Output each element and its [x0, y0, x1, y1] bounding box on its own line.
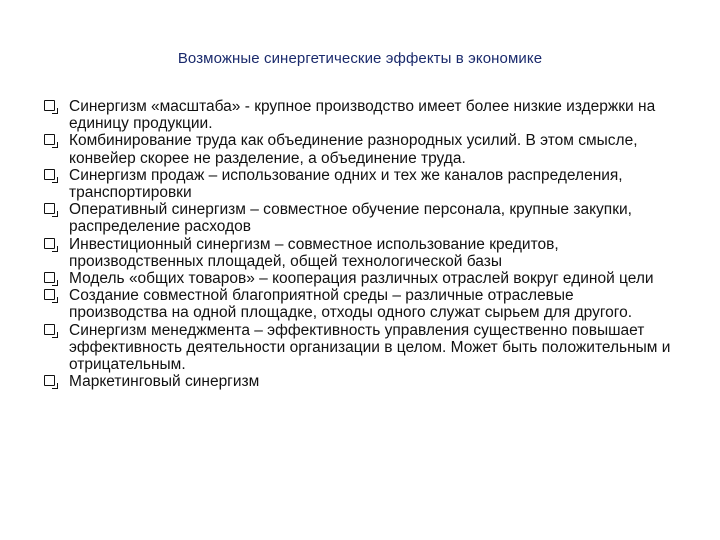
slide-title: Возможные синергетические эффекты в экономике — [177, 50, 543, 67]
list-item — [44, 236, 674, 270]
square-bullet-icon — [44, 169, 55, 180]
list-item — [44, 98, 674, 132]
list-item-text: Синергизм менеджмента – эффективность управления существенно повышает эффективность деятельности организации в целом. Может быть положительным и отрицательным. — [69, 321, 671, 374]
square-bullet-icon — [44, 289, 55, 300]
square-bullet-icon — [44, 238, 55, 249]
list-item — [44, 270, 674, 287]
square-bullet-icon — [44, 375, 55, 386]
square-bullet-icon — [44, 324, 55, 335]
list-item-text: Создание совместной благоприятной среды – различные отраслевые производства на одной площадке, отходы одного служат сырьем для другого. — [69, 287, 633, 322]
list-item-text: Синергизм продаж – использование одних и тех же каналов распределения, транспортировки — [69, 166, 623, 202]
list-item — [44, 167, 674, 201]
list-item-text: Комбинирование труда как объединение разнородных усилий. В этом смысле, конвейер скорее не разделение, а объединение труда. — [69, 132, 638, 167]
list-item-text: Модель «общих товаров» – кооперация различных отраслей вокруг единой цели — [69, 270, 654, 288]
list-item-text: Маркетинговый синергизм — [69, 373, 260, 391]
square-bullet-icon — [44, 134, 55, 145]
list-item — [44, 287, 674, 321]
list-item — [44, 373, 674, 390]
list-item — [44, 201, 674, 235]
bullet-list — [44, 98, 674, 390]
square-bullet-icon — [44, 100, 55, 111]
list-item-text: Оперативный синергизм – совместное обучение персонала, крупные закупки, распределение расходов — [69, 201, 632, 236]
square-bullet-icon — [44, 203, 55, 214]
list-item — [44, 132, 674, 166]
list-item — [44, 322, 674, 374]
list-item-text: Инвестиционный синергизм – совместное использование кредитов, производственных площадей, общей технологической базы — [69, 235, 559, 270]
list-item-text: Синергизм «масштаба» - крупное производство имеет более низкие издержки на единицу продукции. — [69, 98, 656, 133]
square-bullet-icon — [44, 272, 55, 283]
